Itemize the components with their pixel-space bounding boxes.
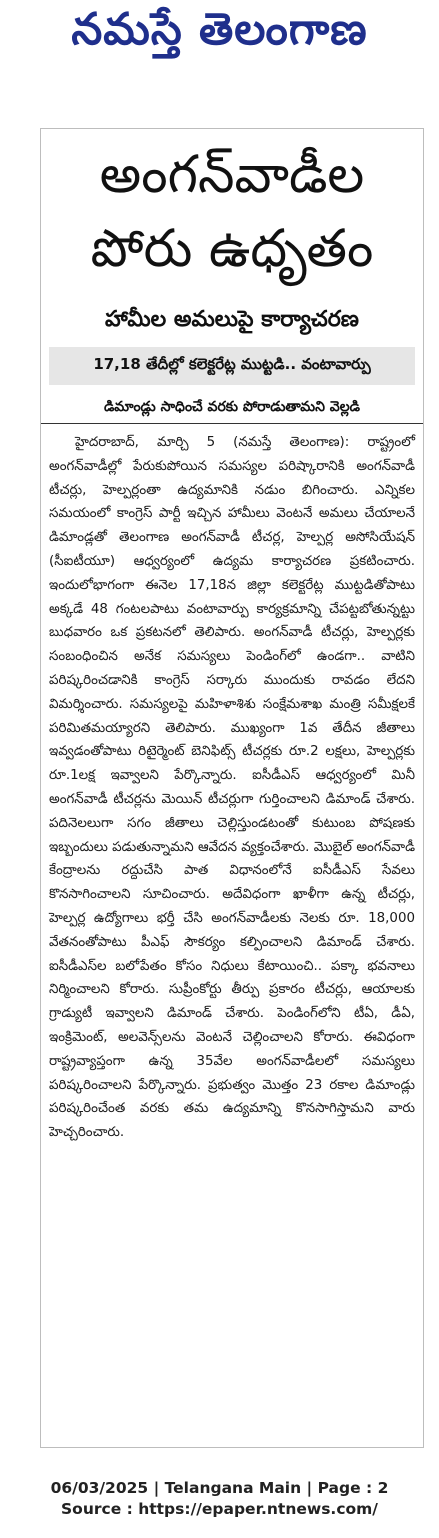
- source-link[interactable]: Source : https://epaper.ntnews.com/: [61, 1500, 378, 1518]
- article-clipping: [40, 128, 424, 1448]
- deck-bar: [49, 347, 415, 385]
- deck-line-1: 17,18 తేదీల్లో కలెక్టరేట్ల ముట్టడి.. వంటావార్పు: [93, 355, 371, 373]
- headline-line-1: అంగన్‌వాడీల: [99, 145, 365, 205]
- headline-line-2: పోరు ఉధృతం: [90, 219, 374, 279]
- deck-line-2: డిమాండ్లు సాధించే వరకు పోరాడుతామని వెల్లడి: [103, 398, 361, 415]
- newspaper-logo: నమస్తే తెలంగాణ: [71, 4, 368, 55]
- page-footer: [0, 1478, 439, 1520]
- edition-info: 06/03/2025 | Telangana Main | Page : 2: [50, 1479, 389, 1497]
- masthead: [0, 0, 439, 70]
- article-body: హైదరాబాద్, మార్చి 5 (నమస్తే తెలంగాణ): రాష్ట్రంలో అంగన్‌వాడీల్లో పేరుకుపోయిన సమస్యల పరిష్కారానికి అంగన్‌వాడీ టీచర్లు, హెల్పర్లంతా ఉద్యమానికి నడుం బిగించారు. ఎన్నికల సమయంలో కాంగ్రెస్ పార్టీ ఇచ్చిన హామీలు వెంటనే అమలు చేయాలనే డిమాండ్లతో తెలంగాణ అంగన్‌వాడీ టీచర్ల, హెల్పర్ల అసోసియేషన్ (సీఐటీయూ) ఆధ్వర్యంలో ఉద్యమ కార్యాచరణ ప్రకటించారు. ఇందులోభాగంగా ఈనెల 17,18న జిల్లా కలెక్టరేట్ల ముట్టడితోపాటు అక్కడే 48 గంటలపాటు వంటావార్పు కార్యక్రమాన్ని చేపట్టబోతున్నట్టు బుధవారం ఒక ప్రకటనలో తెలిపారు. అంగన్‌వాడీ టీచర్లు, హెల్పర్లకు సంబంధించిన అనేక సమస్యలు పెండింగ్‌లో ఉండగా.. వాటిని పరిష్కరించడానికి కాంగ్రెస్ సర్కారు ముందుకు రావడం లేదని విమర్శించారు. సమస్యలపై మహిళాశిశు సంక్షేమశాఖ మంత్రి సమీక్షలకే పరిమితమయ్యారని తెలిపారు. ముఖ్యంగా 1వ తేదీన జీతాలు ఇవ్వడంతోపాటు రిటైర్మెంట్ బెనిఫిట్స్ టీచర్లకు రూ.2 లక్షలు, హెల్పర్లకు రూ.1లక్ష ఇవ్వాలని పేర్కొన్నారు. ఐసీడీఎస్ ఆధ్వర్యంలో మినీ అంగన్‌వాడీ టీచర్లను మెయిన్ టీచర్లుగా గుర్తించాలని డిమాండ్ చేశారు. పదినెలలుగా సగం జీతాలు చెల్లిస్తుండటంతో కుటుంబ పోషణకు ఇబ్బందులు పడుతున్నామని ఆవేదన వ్యక్తంచేశారు. మొబైల్ అంగన్‌వాడీ కేంద్రాలను రద్దుచేసి పాత విధానంలోనే ఐసీడీఎస్ సేవలు కొనసాగించాలని సూచించారు. అదేవిధంగా ఖాళీగా ఉన్న టీచర్లు, హెల్పర్ల ఉద్యోగాలు భర్తీ చేసి అంగన్‌వాడీలకు నెలకు రూ. 18,000 వేతనంతోపాటు పీఎఫ్ సౌకర్యం కల్పించాలని డిమాండ్ చేశారు. ఐసీడీఎస్‌ల బలోపేతం కోసం నిధులు కేటాయించి.. పక్కా భవనాలు నిర్మించాలని కోరారు. సుప్రీంకోర్టు తీర్పు ప్రకారం టీచర్లు, ఆయాలకు గ్రాడ్యుటీ ఇవ్వాలని డిమాండ్ చేశారు. పెండింగ్‌లోని టీఏ, డీఏ, ఇంక్రిమెంట్, అలవెన్స్‌లను వెంటనే చెల్లించాలని కోరారు. ఈవిధంగా రాష్ట్రవ్యాప్తంగా ఉన్న 35వేల అంగన్‌వాడీలలో సమస్యలు పరిష్కరించాలని పేర్కొన్నారు. ప్రభుత్వం మొత్తం 23 రకాల డిమాండ్లు పరిష్కరించేంత వరకు తమ ఉద్యమాన్ని కొనసాగిస్తామని వారు హెచ్చరించారు.: [49, 435, 415, 1141]
- deck-bar-2: [41, 393, 423, 424]
- subheadline: హామీల అమలుపై కార్యాచరణ: [105, 307, 359, 332]
